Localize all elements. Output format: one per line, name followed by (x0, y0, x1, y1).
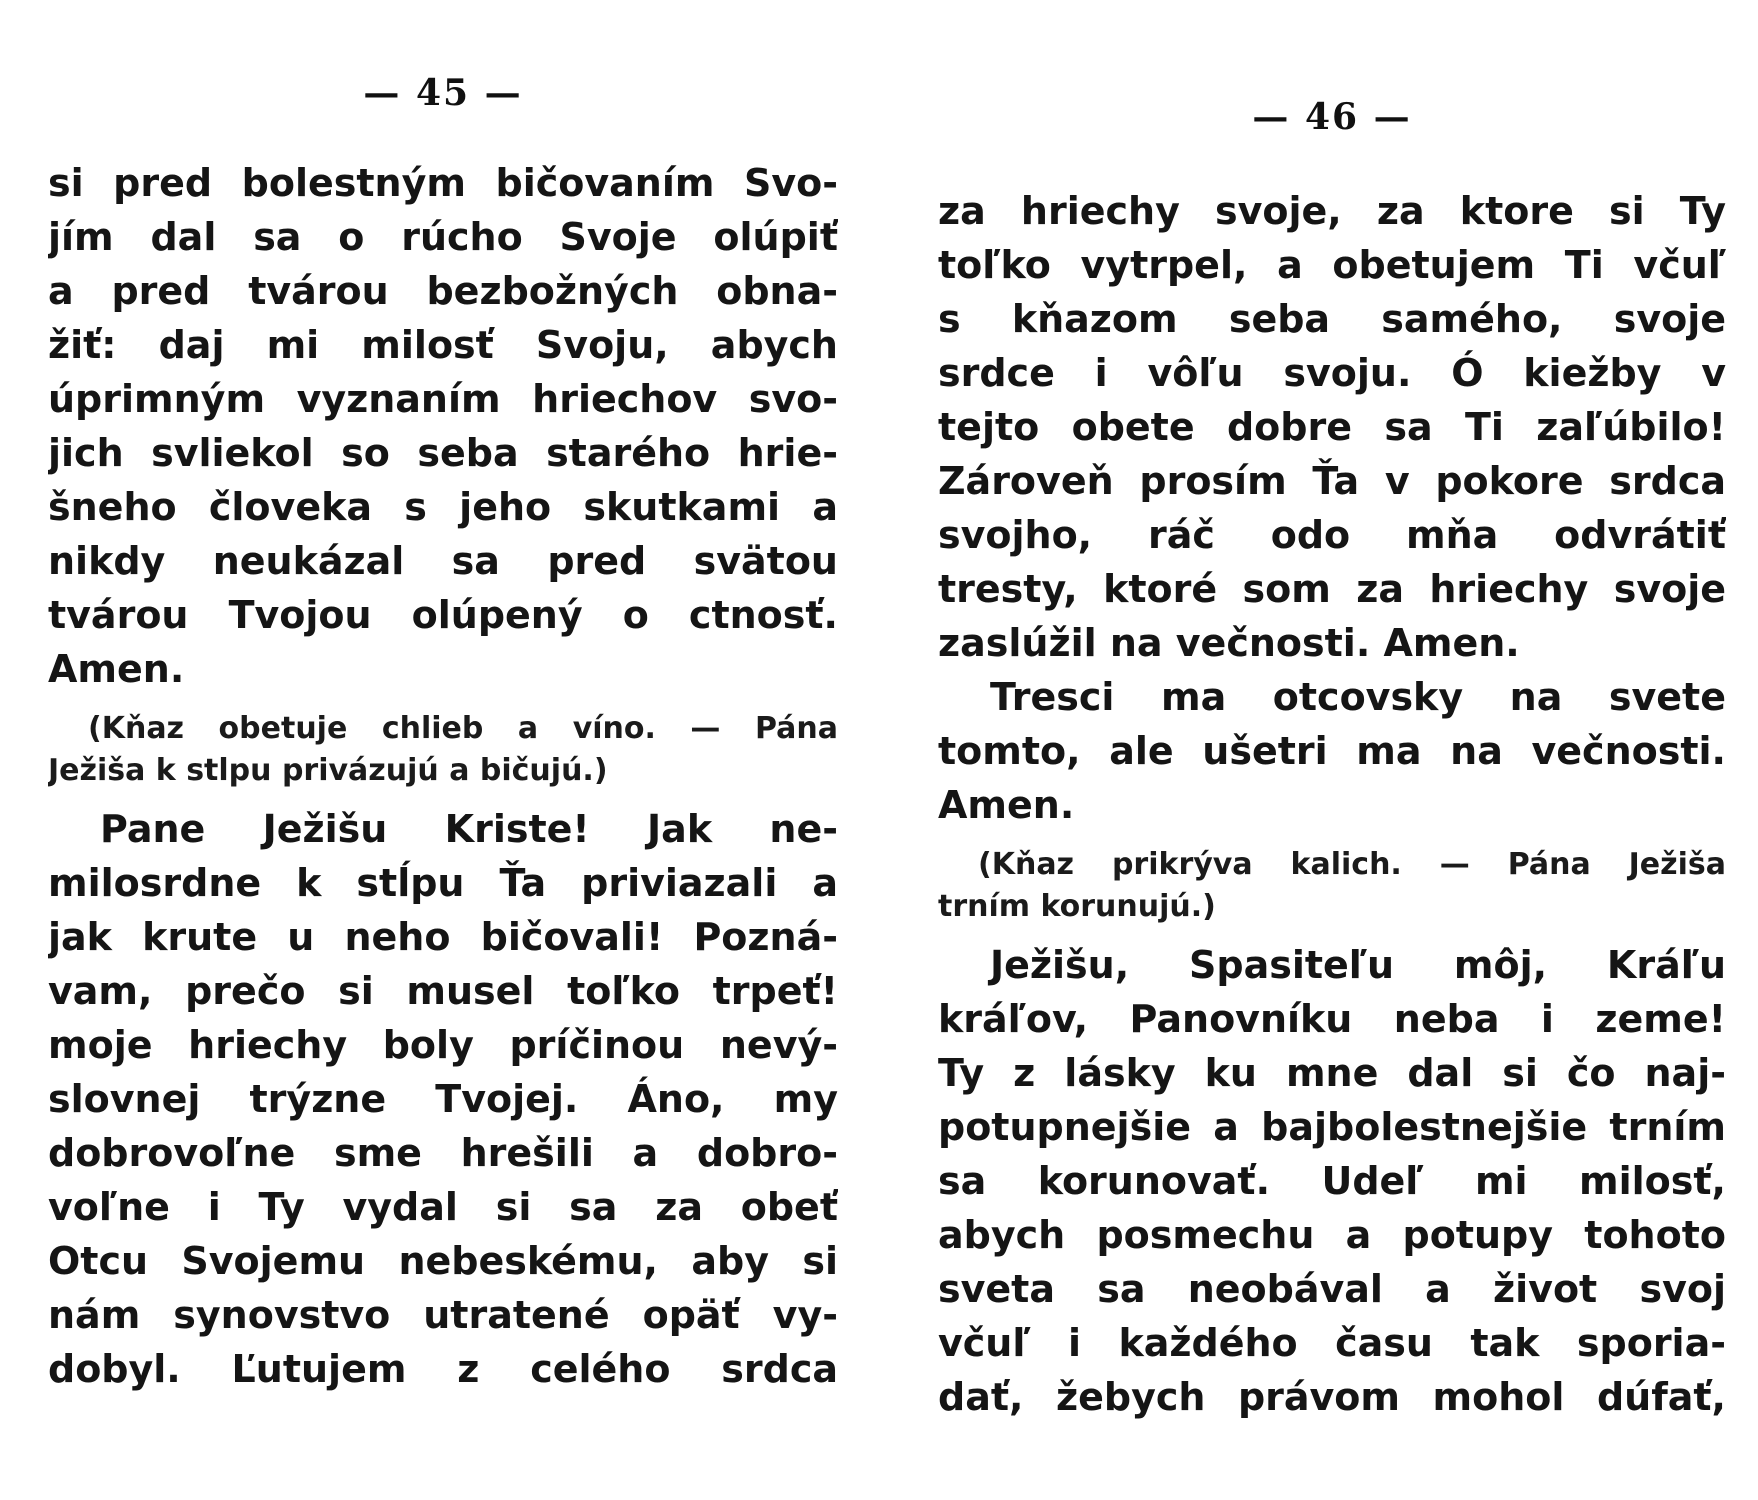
text-line: kráľov, Panovníku neba i zeme! (938, 997, 1726, 1041)
text-line: milosrdne k stĺpu Ťa priviazali a (48, 861, 838, 905)
left-page-text (48, 156, 838, 1396)
text-line: a pred tvárou bezbožných obna- (48, 269, 838, 313)
page-number-right: — 46 — (1252, 96, 1412, 138)
text-line: jich svliekol so seba starého hrie- (48, 431, 838, 475)
text-line: jak krute u neho bičovali! Pozná- (48, 915, 838, 959)
text-line: potupnejšie a bajbolestnejšie trním (938, 1105, 1726, 1149)
text-line: žiť: daj mi milosť Svoju, abych (48, 323, 838, 367)
text-line: Amen. (48, 647, 185, 691)
text-line: sa korunovať. Udeľ mi milosť, (938, 1159, 1726, 1203)
text-line: moje hriechy boly príčinou nevý- (48, 1023, 838, 1067)
rubric-line: Ježiša k stlpu privázujú a bičujú.) (48, 753, 608, 788)
right-rubric (938, 844, 1726, 928)
text-line: Pane Ježišu Kriste! Jak ne- (100, 807, 838, 851)
text-line: včuľ i každého času tak sporia- (938, 1321, 1726, 1365)
text-line: slovnej trýzne Tvojej. Áno, my (48, 1077, 838, 1121)
text-line: nám synovstvo utratené opäť vy- (48, 1293, 838, 1337)
text-line: Ty z lásky ku mne dal si čo naj- (938, 1051, 1726, 1095)
text-line: tresty, ktoré som za hriechy svoje (938, 567, 1726, 611)
text-line: nikdy neukázal sa pred svätou (48, 539, 838, 583)
rubric-line: (Kňaz obetuje chlieb a víno. — Pána (88, 711, 838, 746)
text-line: jím dal sa o rúcho Svoje olúpiť (48, 215, 838, 259)
left-paragraph-2 (48, 802, 838, 1396)
page-number-left: — 45 — (363, 72, 523, 114)
right-paragraph-2 (938, 670, 1726, 832)
text-line: sveta sa neobával a život svoj (938, 1267, 1726, 1311)
rubric-line: trním korunujú.) (938, 889, 1216, 924)
text-line: Ježišu, Spasiteľu môj, Kráľu (990, 943, 1726, 987)
text-line: voľne i Ty vydal si sa za obeť (48, 1185, 838, 1229)
text-line: tvárou Tvojou olúpený o ctnosť. (48, 593, 838, 637)
text-line: za hriechy svoje, za ktore si Ty (938, 189, 1726, 233)
text-line: Tresci ma otcovsky na svete (990, 675, 1726, 719)
left-rubric (48, 708, 838, 792)
text-line: abych posmechu a potupy tohoto (938, 1213, 1726, 1257)
text-line: tomto, ale ušetri ma na večnosti. (938, 729, 1726, 773)
text-line: tejto obete dobre sa Ti zaľúbilo! (938, 405, 1726, 449)
text-line: toľko vytrpel, a obetujem Ti včuľ (938, 243, 1726, 287)
text-line: Zároveň prosím Ťa v pokore srdca (938, 459, 1726, 503)
text-line: s kňazom seba samého, svoje (938, 297, 1726, 341)
text-line: úprimným vyznaním hriechov svo- (48, 377, 838, 421)
text-line: dobyl. Ľutujem z celého srdca (48, 1347, 838, 1391)
left-page (48, 0, 838, 1500)
text-line: Amen. (938, 783, 1075, 827)
left-paragraph-1 (48, 156, 838, 696)
text-line: dať, žebych právom mohol dúfať, (938, 1375, 1726, 1419)
text-line: šneho človeka s jeho skutkami a (48, 485, 838, 529)
rubric-line: (Kňaz prikrýva kalich. — Pána Ježiša (978, 847, 1726, 882)
text-line: srdce i vôľu svoju. Ó kiežby v (938, 351, 1726, 395)
text-line: dobrovoľne sme hrešili a dobro- (48, 1131, 838, 1175)
text-line: svojho, ráč odo mňa odvrátiť (938, 513, 1726, 557)
right-paragraph-1 (938, 184, 1726, 670)
right-paragraph-3 (938, 938, 1726, 1424)
text-line: si pred bolestným bičovaním Svo- (48, 161, 838, 205)
text-line: vam, prečo si musel toľko trpeť! (48, 969, 838, 1013)
right-page-text (938, 184, 1726, 1424)
text-line: zaslúžil na večnosti. Amen. (938, 621, 1520, 665)
right-page (938, 0, 1726, 1500)
text-line: Otcu Svojemu nebeskému, aby si (48, 1239, 838, 1283)
